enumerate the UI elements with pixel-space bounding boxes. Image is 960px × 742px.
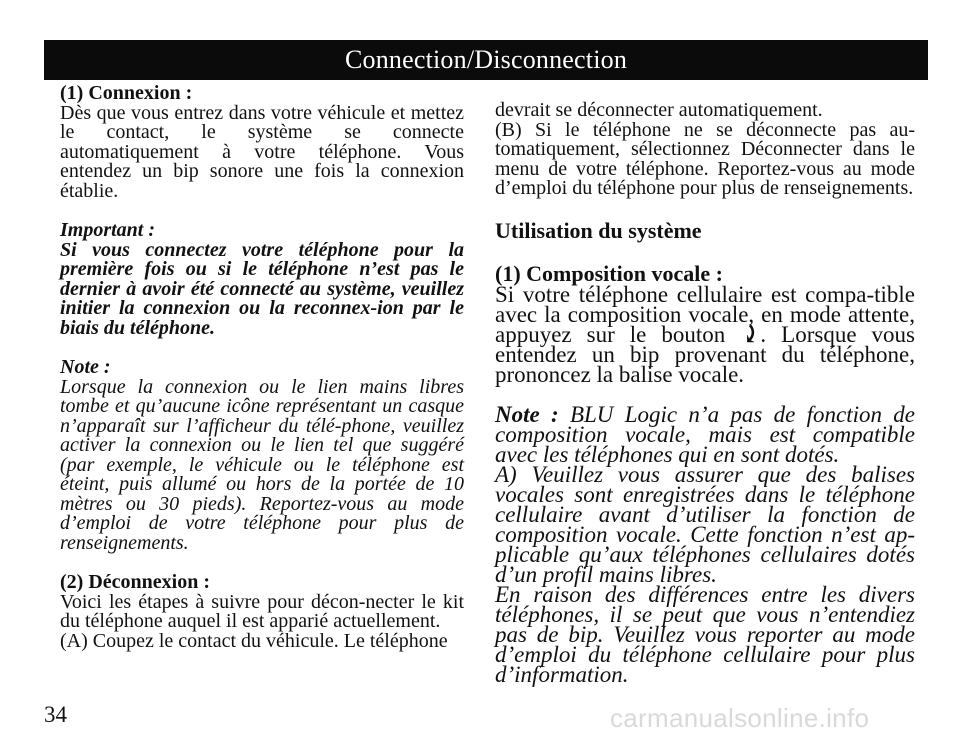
differences-paragraph: En raison des différences entre les divers téléphones, il se peut que vous n’entendiez pas de bip. Veuillez vous reporter au mode d’emploi du téléphone cellulaire pour plus d’information. xyxy=(495,581,915,687)
page-title-bar xyxy=(44,40,928,80)
step-b-paragraph: (B) Si le téléphone ne se déconnecte pas au-tomatiquement, sélectionnez Déconnecter dans le menu de votre téléphone. Reportez-vous au mode d’emploi du téléphone pour plus de renseignements. xyxy=(495,118,915,199)
composition-text-before: Si votre téléphone cellulaire est compa-tible avec la composition vocale, en mode attente, appuyez sur le bouton xyxy=(495,281,915,347)
section-title: Utilisation du système xyxy=(495,217,702,243)
left-column xyxy=(60,84,464,651)
phone-button-icon: ⤸ xyxy=(740,321,761,348)
connexion-heading: (1) Connexion : xyxy=(60,82,193,104)
composition-paragraph xyxy=(495,281,915,387)
watermark-text: carmanualsonline.info xyxy=(610,703,870,733)
composition-heading: (1) Composition vocale : xyxy=(495,260,723,286)
connexion-paragraph: Dès que vous entrez dans votre véhicule et mettez le contact, le système se connecte automatiquement à votre téléphone. Vous entendez un bip sonore une fois la connexion établie. xyxy=(60,101,464,202)
point-a-paragraph: A) Veuillez vous assurer que des balises vocales sont enregistrées dans le téléphone cellulaire avant d’utiliser la fonction de composition vocale. Cette fonction n’est ap-plicable qu’aux téléphones cellulaires dotés d’un profil mains libres. xyxy=(495,461,915,587)
important-paragraph: Si vous connectez votre téléphone pour la première fois ou si le téléphone n’est pas le dernier à avoir été connecté au système, veuillez initier la connexion ou la reconnex-ion par le biais du téléphone. xyxy=(60,238,464,339)
note-label-right: Note : xyxy=(495,401,559,427)
note-paragraph: Lorsque la connexion ou le lien mains libres tombe et qu’aucune icône représentant un casque n’apparaît sur l’afficheur du télé-phone, veuillez activer la connexion ou le lien tel que suggéré (par exemple, le véhicule ou le téléphone est éteint, puis allumé ou hors de la portée de 10 mètres ou 30 pieds). Reportez-vous au mode d’emploi de votre téléphone pour plus de renseignements. xyxy=(60,375,464,554)
note-paragraph-right xyxy=(495,401,915,467)
deconnexion-paragraph: Voici les étapes à suivre pour décon-necter le kit du téléphone auquel il est apparié actuellement. xyxy=(60,590,464,632)
deconnexion-heading: (2) Déconnexion : xyxy=(60,571,210,593)
step-a-paragraph: (A) Coupez le contact du véhicule. Le téléphone xyxy=(60,629,448,652)
right-column xyxy=(495,101,915,685)
page-title: Connection/Disconnection xyxy=(344,45,628,74)
page-number: 34 xyxy=(44,702,67,727)
continued-paragraph: devrait se déconnecter automatiquement. xyxy=(495,99,823,121)
important-heading: Important : xyxy=(60,219,156,241)
composition-text-after: . Lorsque vous entendez un bip provenant du téléphone, prononcez la balise vocale. xyxy=(495,321,915,387)
note-text-right: BLU Logic n’a pas de fonction de composition vocale, mais est compatible avec les téléphones qui en sont dotés. xyxy=(495,401,915,467)
note-heading: Note : xyxy=(60,356,111,378)
